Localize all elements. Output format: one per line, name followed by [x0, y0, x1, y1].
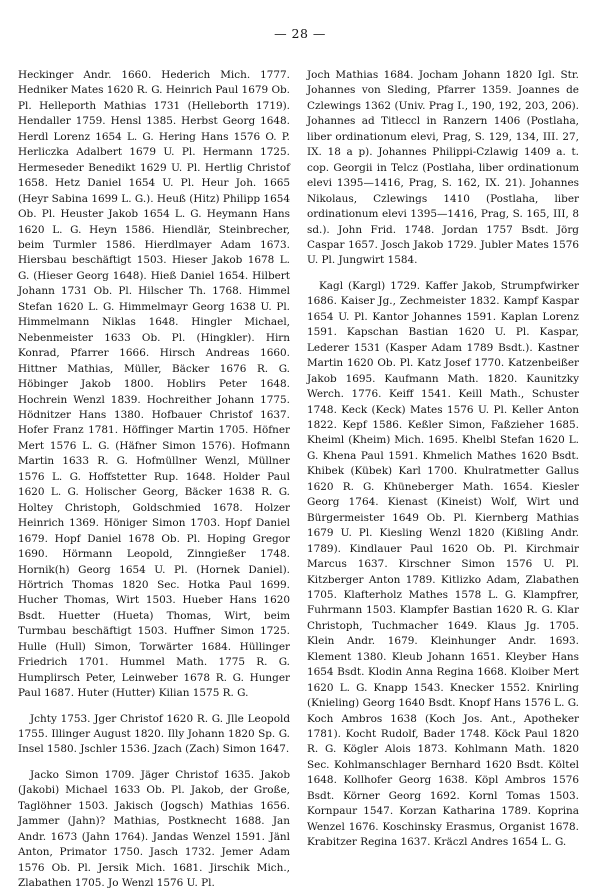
- page-number: — 28 —: [274, 26, 326, 41]
- right-column: [307, 68, 579, 851]
- entries-j-continued: Joch Mathias 1684. Jocham Johann 1820 Igl. Str. Johannes von Sleding, Pfarrer 1359. Joannes de Czlewings 1362 (Univ. Prag I., 190, 192, 203, 206). Johannes ad Titleccl in Ranzern 1406 (Postlaha, liber ordinationum elevi, Prag, S. 129, 134, III. 27, IX. 18 a p). Johannes Philippi-Czlawig 1409 a. t. cop. Georgii in Telcz (Postlaha, liber ordinationum elevi 1395—1416, Prag, S. 162, IX. 21). Johannes Nikolaus, Czlewings 1410 (Postlaha, liber ordinationum elevi 1395—1416, Prag, S. 165, III, 8 sd.). John Frid. 1748. Jordan 1757 Bsdt. Jörg Caspar 1657. Josch Jakob 1729. Jubler Mates 1576 U. Pl. Jungwirt 1584.: [307, 69, 579, 267]
- entries-h: Heckinger Andr. 1660. Hederich Mich. 1777. Hedniker Mates 1620 R. G. Heinrich Paul 1679 Ob. Pl. Helleporth Mathias 1731 (Helleborth 1719). Hendaller 1759. Hensl 1385. Herbst Georg 1648. Herdl Lorenz 1654 L. G. Hering Hans 1576 O. P. Herliczka Adalbert 1679 U. Pl. Hermann 1725. Hermeseder Benedikt 1629 U. Pl. Hertlig Christof 1658. Hetz Daniel 1654 U. Pl. Heur Joh. 1665 (Heyr Sabina 1699 L. G.). Heuß (Hitz) Philipp 1654 Ob. Pl. Heuster Jakob 1654 L. G. Heymann Hans 1620 L. G. Heyn 1586. Hiendlär, Steinbrecher, beim Turmler 1586. Hierdlmayer Adam 1673. Hiersbau beschäftigt 1503. Hieser Jakob 1678 L. G. (Hieser Georg 1648). Hieß Daniel 1654. Hilbert Johann 1731 Ob. Pl. Hilscher Th. 1768. Himmel Stefan 1620 L. G. Himmelmayr Georg 1638 U. Pl. Himmelmann Niklas 1648. Hingler Michael, Nebenmeister 1633 Ob. Pl. (Hingkler). Hirn Konrad, Pfarrer 1666. Hirsch Andreas 1660. Hittner Mathias, Müller, Bäcker 1676 R. G. Höbinger Jakob 1800. Hoblirs Peter 1648. Hochrein Wenzl 1839. Hochreither Johann 1775. Hödnitzer Hans 1380. Hofbauer Christof 1637. Hofer Franz 1781. Höffinger Martin 1705. Höfner Mert 1576 L. G. (Häfner Simon 1576). Hofmann Martin 1633 R. G. Hofmüllner Wenzl, Müllner 1576 L. G. Hoffstetter Rup. 1648. Holder Paul 1620 L. G. Holischer Georg, Bäcker 1638 R. G. Holtey Christoph, Goldschmied 1678. Holzer Heinrich 1369. Höniger Simon 1703. Hopf Daniel 1679. Hopf Daniel 1678 Ob. Pl. Hoping Gregor 1690. Hörmann Leopold, Zinngießer 1748. Hornik(h) Georg 1654 U. Pl. (Hornek Daniel). Hörtrich Thomas 1820 Sec. Hotka Paul 1699. Hucher Thomas, Wirt 1503. Hueber Hans 1620 Bsdt. Huetter (Hueta) Thomas, Wirt, beim Turmbau beschäftigt 1503. Huffner Simon 1725. Hulle (Hull) Simon, Torwärter 1684. Hüllinger Friedrich 1701. Hummel Math. 1775 R. G. Humplirsch Peter, Leinweber 1678 R. G. Hunger Paul 1687. Huter (Hutter) Kilian 1575 R. G.: [18, 69, 290, 700]
- left-column: [18, 68, 290, 892]
- entries-k: Kagl (Kargl) 1729. Kaffer Jakob, Strumpfwirker 1686. Kaiser Jg., Zechmeister 1832. Kampf Kaspar 1654 U. Pl. Kantor Johannes 1591. Kaplan Lorenz 1591. Kapschan Bastian 1620 U. Pl. Kaspar, Lederer 1531 (Kasper Adam 1789 Bsdt.). Kastner Martin 1620 Ob. Pl. Katz Josef 1770. Katzenbeißer Jakob 1695. Kaufmann Math. 1820. Kaunitzky Werch. 1776. Keiff 1541. Keill Math., Schuster 1748. Keck (Keck) Mates 1576 U. Pl. Keller Anton 1822. Kepf 1586. Keßler Simon, Faßzieher 1685. Kheiml (Kheim) Mich. 1695. Khelbl Stefan 1620 L. G. Khena Paul 1591. Khmelich Mathes 1620 Bsdt. Khibek (Kübek) Karl 1700. Khulratmetter Gallus 1620 R. G. Khüneberger Math. 1654. Kiesler Georg 1764. Kienast (Kineist) Wolf, Wirt und Bürgermeister 1649 Ob. Pl. Kiernberg Mathias 1679 U. Pl. Kiesling Wenzl 1820 (Kißling Andr. 1789). Kindlauer Paul 1620 Ob. Pl. Kirchmair Marcus 1637. Kirschner Simon 1576 U. Pl. Kitzberger Anton 1789. Kitlizko Adam, Zlabathen 1705. Klafterholz Mathes 1578 L. G. Klampfrer, Fuhrmann 1503. Klampfer Bastian 1620 R. G. Klar Christoph, Tuchmacher 1649. Klaus Jg. 1705. Klein Andr. 1679. Kleinhunger Andr. 1693. Klement 1380. Kleub Johann 1651. Kleyber Hans 1654 Bsdt. Klodin Anna Regina 1668. Kloiber Mert 1620 L. G. Knapp 1543. Knecker 1552. Knirling (Knieling) Georg 1640 Bsdt. Knopf Hans 1576 L. G. Koch Ambros 1638 (Koch Jos. Ant., Apotheker 1781). Kocht Rudolf, Bader 1748. Köck Paul 1820 R. G. Kögler Alois 1873. Kohlmann Math. 1820 Sec. Kohlmanschlager Bernhard 1620 Bsdt. Költel 1648. Kollhofer Georg 1638. Köpl Ambros 1576 Bsdt. Körner Georg 1692. Kornl Tomas 1503. Kornpaur 1547. Korzan Katharina 1789. Koprina Wenzel 1676. Koschinsky Erasmus, Organist 1678. Krabitzer Regina 1637. Kräczl Andres 1654 L. G.: [307, 279, 579, 849]
- entries-j-start: Jacko Simon 1709. Jäger Christof 1635. Jakob (Jakobi) Michael 1633 Ob. Pl. Jakob, der Große, Taglöhner 1503. Jakisch (Jogsch) Mathias 1656. Jammer (Jahn)? Mathias, Postknecht 1688. Jan Andr. 1673 (Jahn 1764). Jandas Wenzel 1591. Jänl Anton, Primator 1750. Jasch 1732. Jemer Adam 1576 Ob. Pl. Jersik Mich. 1681. Jirschik Mich., Zlabathen 1705. Jo Wenzl 1576 U. Pl.: [18, 768, 290, 890]
- entries-i: Jchty 1753. Jger Christof 1620 R. G. Jlle Leopold 1755. Illinger August 1820. Illy Johann 1820 Sp. G. Insel 1580. Jschler 1536. Jzach (Zach) Simon 1647.: [18, 712, 290, 756]
